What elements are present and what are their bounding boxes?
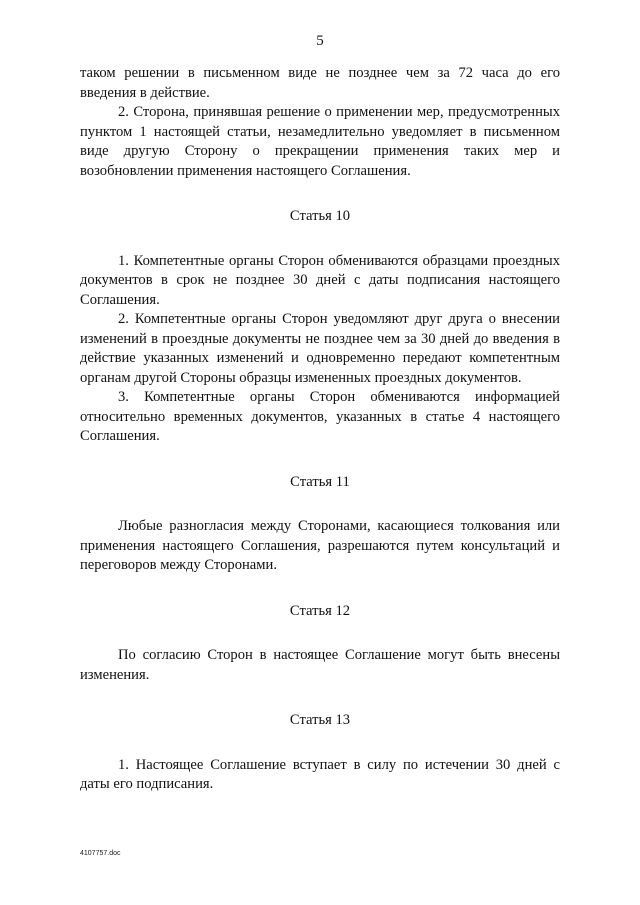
paragraph: 1. Настоящее Соглашение вступает в силу по истечении 30 дней с даты его подписания. <box>80 756 560 792</box>
article-heading: Статья 10 <box>289 208 351 224</box>
paragraph: 2. Сторона, принявшая решение о применении мер, предусмотренных пунктом 1 настоящей статьи, незамедлительно уведомляет в письменном виде другую Сторону о прекращении применения таких мер и возобновлении применения настоящего Соглашения. <box>80 104 560 179</box>
paragraph: таком решении в письменном виде не позднее чем за 72 часа до его введения в действие. <box>80 65 560 101</box>
paragraph: 1. Компетентные органы Сторон обмениваются образцами проездных документов в срок не позднее 30 дней с даты подписания настоящего Соглашения. <box>80 252 560 308</box>
paragraph: 3. Компетентные органы Сторон обмениваются информацией относительно временных документов, указанных в статье 4 настоящего Соглашения. <box>80 389 560 444</box>
paragraph: По согласию Сторон в настоящее Соглашение могут быть внесены изменения. <box>80 647 560 683</box>
file-name-footer: 4107757.doc <box>80 850 121 857</box>
article-heading: Статья 13 <box>289 712 351 728</box>
paragraph: 2. Компетентные органы Сторон уведомляют друг друга о внесении изменений в проездные документы не позднее чем за 30 дней до введения в действие указанных изменений и одновременно передают компетентным органам другой Стороны образцы измененных проездных документов. <box>80 311 560 386</box>
article-heading: Статья 11 <box>290 473 350 490</box>
paragraph: Любые разногласия между Сторонами, касающиеся толкования или применения настоящего Соглашения, разрешаются путем консультаций и переговоров между Сторонами. <box>80 518 560 573</box>
page-number: 5 <box>316 33 324 49</box>
article-heading: Статья 12 <box>289 602 351 619</box>
document-body <box>80 64 560 795</box>
